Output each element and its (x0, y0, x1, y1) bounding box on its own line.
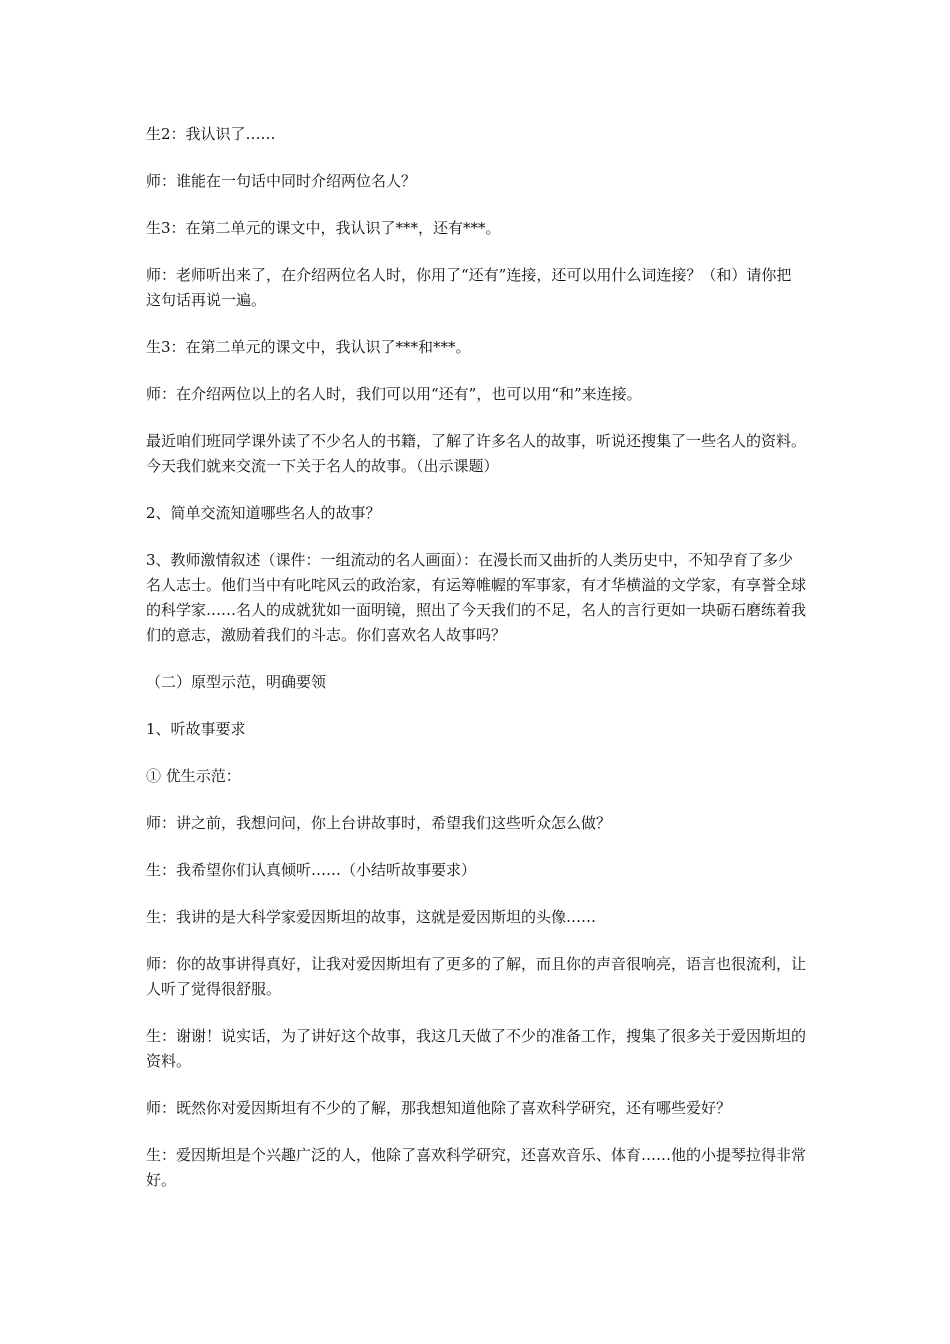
paragraph: 师：讲之前，我想问问，你上台讲故事时，希望我们这些听众怎么做？ (146, 814, 612, 832)
paragraph: 师：谁能在一句话中同时介绍两位名人？ (146, 172, 417, 190)
document-body (146, 122, 806, 1215)
paragraph: 生2：我认识了…… (146, 125, 276, 143)
paragraph: 生：我希望你们认真倾听……（小结听故事要求） (146, 861, 477, 879)
paragraph: 师：既然你对爱因斯坦有不少的了解，那我想知道他除了喜欢科学研究，还有哪些爱好？ (146, 1099, 732, 1117)
paragraph: 师：在介绍两位以上的名人时，我们可以用“还有”，也可以用“和”来连接。 (146, 385, 642, 403)
paragraph: 生：爱因斯坦是个兴趣广泛的人，他除了喜欢科学研究，还喜欢音乐、体育……他的小提琴拉得非常好。 (146, 1146, 807, 1189)
paragraph: 生3：在第二单元的课文中，我认识了***和***。 (146, 338, 471, 356)
paragraph: 1、听故事要求 (146, 720, 246, 738)
paragraph: 师：你的故事讲得真好，让我对爱因斯坦有了更多的了解，而且你的声音很响亮，语言也很流利，让人听了觉得很舒服。 (146, 955, 807, 998)
section-heading: （二）原型示范，明确要领 (146, 673, 327, 691)
paragraph: 3、教师激情叙述（课件：一组流动的名人画面）：在漫长而又曲折的人类历史中，不知孕育了多少名人志士。他们当中有叱咤风云的政治家，有运筹帷幄的军事家，有才华横溢的文学家，有享誉全球的科学家……名人的成就犹如一面明镜，照出了今天我们的不足，名人的言行更如一块砺石磨练着我们的意志，激励着我们的斗志。你们喜欢名人故事吗？ (146, 551, 807, 644)
paragraph: 生：我讲的是大科学家爱因斯坦的故事，这就是爱因斯坦的头像…… (146, 908, 597, 926)
paragraph: 最近咱们班同学课外读了不少名人的书籍，了解了许多名人的故事，听说还搜集了一些名人的资料。今天我们就来交流一下关于名人的故事。（出示课题） (146, 432, 807, 475)
paragraph: 生3：在第二单元的课文中，我认识了***，还有***。 (146, 219, 501, 237)
paragraph: ① 优生示范： (146, 767, 241, 785)
paragraph: 生：谢谢！说实话，为了讲好这个故事，我这几天做了不少的准备工作，搜集了很多关于爱因斯坦的资料。 (146, 1027, 807, 1070)
paragraph: 师：老师听出来了，在介绍两位名人时，你用了“还有”连接，还可以用什么词连接？（和）请你把这句话再说一遍。 (146, 266, 792, 309)
paragraph: 2、简单交流知道哪些名人的故事？ (146, 504, 381, 522)
